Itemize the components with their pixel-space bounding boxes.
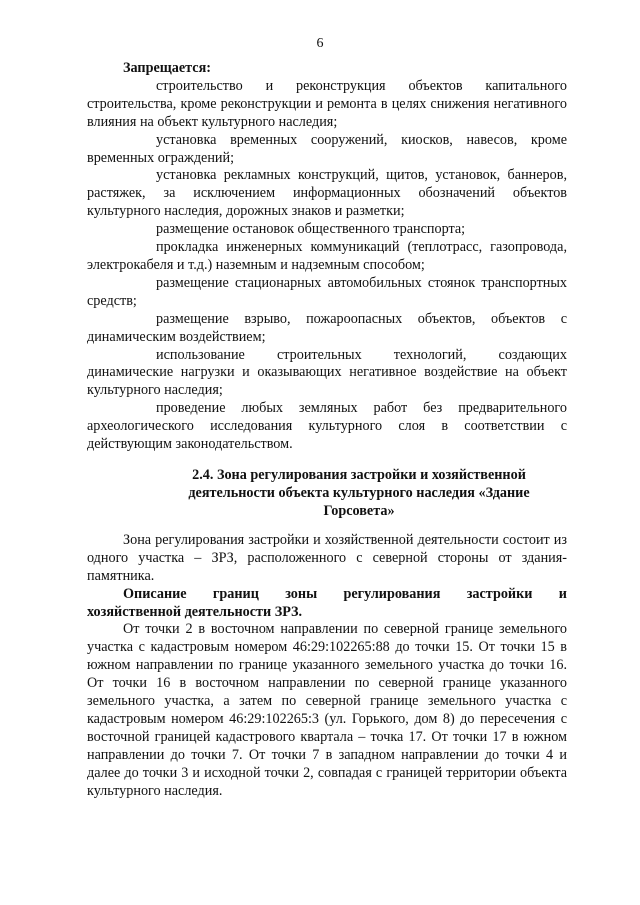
prohibited-item: установка рекламных конструкций, щитов, установок, баннеров, растяжек, за исключением информационных обозначений объектов культурного наследия, дорожных знаков и разметки; xyxy=(87,167,567,220)
boundary-heading-word: зоны xyxy=(285,585,318,602)
prohibited-item: строительство и реконструкция объектов капитального строительства, кроме реконструкции и ремонта в целях снижения негативного влияния на объект культурного наследия; xyxy=(87,77,567,130)
prohibited-item: проведение любых земляных работ без предварительного археологического исследования культурного слоя в соответствии с действующим законодательством. xyxy=(87,400,567,453)
section-intro: Зона регулирования застройки и хозяйственной деятельности состоит из одного участка – ЗРЗ, расположенного с северной стороны от здания-памятника. xyxy=(87,531,567,584)
boundary-heading-word: регулирования xyxy=(343,585,441,602)
boundary-description: От точки 2 в восточном направлении по северной границе земельного участка с кадастровым номером 46:29:102265:88 до точки 15. От точки 15 в южном направлении по границе указанного земельного участка до точки 16. От точки 16 в восточном направлении по северной границе указанного земельного участка, а затем по северной границе земельного участка с кадастровым номером 46:29:102265:3 (ул. Горького, дом 8) до пересечения с восточной границей кадастрового квартала – точка 17. От точки 17 в южном направлении до точки 7. От точки 7 в западном направлении до точки 4 и далее до точки 3 и исходной точки 2, совпадая с границей территории объекта культурного наследия. xyxy=(87,621,567,799)
page-number: 6 xyxy=(316,36,324,51)
prohibited-item: размещение стационарных автомобильных стоянок транспортных средств; xyxy=(87,274,567,309)
prohibited-item: использование строительных технологий, создающих динамические нагрузки и оказывающих негативное воздействие на объект культурного наследия; xyxy=(87,346,567,399)
prohibited-item: прокладка инженерных коммуникаций (теплотрасс, газопровода, электрокабеля и т.д.) наземным и надземным способом; xyxy=(87,239,567,273)
prohibited-heading: Запрещается: xyxy=(123,60,211,76)
boundary-heading-rest: хозяйственной деятельности ЗРЗ. xyxy=(87,603,303,620)
boundary-heading-word: застройки xyxy=(466,585,533,602)
boundary-heading-word: Описание xyxy=(123,585,187,602)
boundary-heading-word: и xyxy=(558,585,567,602)
boundary-heading-line xyxy=(87,586,567,604)
prohibited-item: размещение остановок общественного транспорта; xyxy=(156,221,466,238)
document-body xyxy=(87,60,567,801)
prohibited-item: размещение взрыво, пожароопасных объектов, объектов с динамическим воздействием; xyxy=(87,310,567,345)
boundary-heading-word: границ xyxy=(212,585,259,602)
section-title: 2.4. Зона регулирования застройки и хозяйственной деятельности объекта культурного наследия «Здание Горсовета» xyxy=(188,466,530,519)
prohibited-item: установка временных сооружений, киосков, навесов, кроме временных ограждений; xyxy=(87,131,567,166)
